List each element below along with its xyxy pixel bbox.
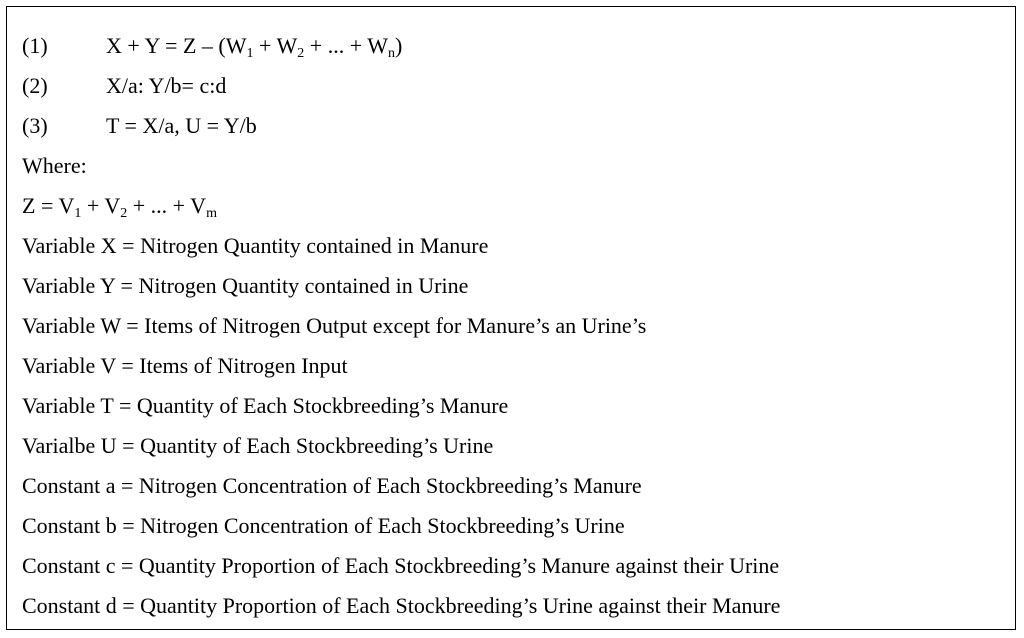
definition-line: Constant c = Quantity Proportion of Each Stockbreeding’s Manure against their Urine [22,553,780,578]
definition-line: Constant b = Nitrogen Concentration of Each Stockbreeding’s Urine [22,513,625,538]
definition-line: Variable X = Nitrogen Quantity contained in Manure [22,233,489,258]
z-definition: $Z = V_1 + V_2$ + ... + $V_m$ [22,193,217,221]
equation-1 [22,33,402,59]
equation-number: (3) [22,113,48,138]
definition-line: Variable Y = Nitrogen Quantity contained in Urine [22,273,469,298]
definition-line: Variable W = Items of Nitrogen Output except for Manure’s an Urine’s [22,313,647,338]
equation-2 [22,73,226,99]
equation-number: (2) [22,73,48,98]
definition-line: Constant a = Nitrogen Concentration of Each Stockbreeding’s Manure [22,473,642,498]
equation-3 [22,113,257,139]
definition-line: Constant d = Quantity Proportion of Each Stockbreeding’s Urine against their Manure [22,593,781,618]
equation-text: T = X/a, U = Y/b [106,113,257,138]
definition-line: Varialbe U = Quantity of Each Stockbreeding’s Urine [22,433,494,458]
definition-line: Variable T = Quantity of Each Stockbreeding’s Manure [22,393,509,418]
equation-text: $X + Y = Z - (W_1 + W_2$ + ... + $W_n$) [106,33,403,61]
where-label: Where: [22,153,87,178]
definition-line: Variable V = Items of Nitrogen Input [22,353,348,378]
equation-text: X/a: Y/b= c:d [106,73,227,98]
equation-number: (1) [22,33,48,58]
